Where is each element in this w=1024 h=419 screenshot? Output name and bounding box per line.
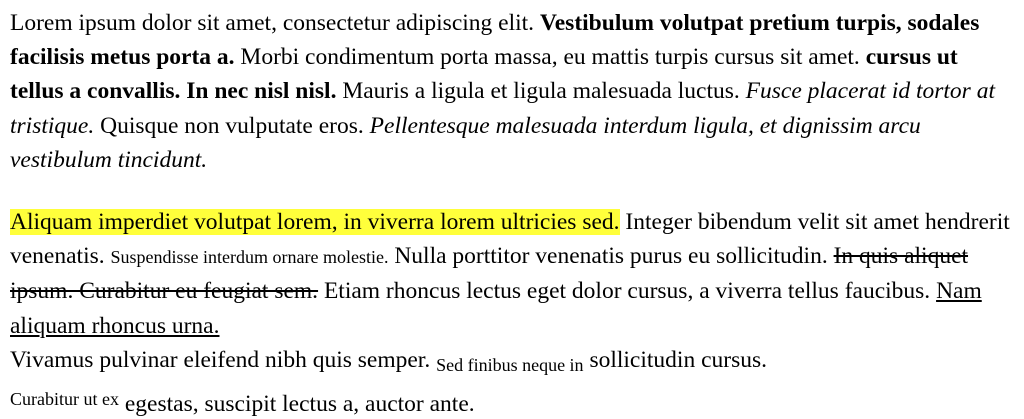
- p1-sentence-7: Quisque non vulputate eros.: [100, 112, 364, 139]
- p2-sentence-2: Integer bibendum velit sit amet hendrerit venenatis.: [10, 209, 1010, 270]
- underlined-text: Nam aliquam rhoncus urna.: [10, 278, 982, 339]
- paragraph-2: [10, 205, 1014, 419]
- superscript-text: Curabitur ut ex: [10, 389, 119, 410]
- p1-italic-sentence-1: Fusce placerat id tortor at tristique.: [10, 78, 995, 139]
- p1-italic-sentence-2: Pellentesque malesuada interdum ligula, et dignissim arcu vestibulum tincidunt.: [10, 112, 921, 173]
- strikethrough-text: In quis aliquet ipsum. Curabitur eu feugiat sem.: [10, 243, 969, 305]
- p1-sentence-5: Mauris a ligula et ligula malesuada luctus.: [342, 78, 740, 105]
- small-text: Suspendisse interdum ornare molestie.: [110, 247, 389, 268]
- p2-sentence-7: egestas, suscipit lectus a, auctor ante.: [124, 391, 475, 418]
- paragraph-1: [10, 6, 1014, 177]
- p1-sentence-1: Lorem ipsum dolor sit amet, consectetur adipiscing elit.: [10, 10, 535, 36]
- p2-sentence-4: Etiam rhoncus lectus eget dolor cursus, a viverra tellus faucibus.: [323, 278, 931, 305]
- p2-sentence-5: Vivamus pulvinar eleifend nibh quis semper.: [10, 346, 431, 373]
- subscript-text: Sed finibus neque in: [436, 354, 584, 375]
- p1-bold-sentence-1: Vestibulum volutpat pretium turpis, sodales facilisis metus porta a.: [10, 10, 980, 71]
- p1-sentence-3: Morbi condimentum porta massa, eu mattis turpis cursus sit amet.: [240, 44, 860, 71]
- p1-bold-sentence-2: cursus ut tellus a convallis. In nec nisl nisl.: [10, 44, 958, 105]
- p2-sentence-3: Nulla porttitor venenatis purus eu sollicitudin.: [394, 243, 828, 270]
- p2-sentence-6: sollicitudin cursus.: [589, 346, 767, 373]
- highlighted-text: Aliquam imperdiet volutpat lorem, in viverra lorem ultricies sed.: [10, 209, 620, 236]
